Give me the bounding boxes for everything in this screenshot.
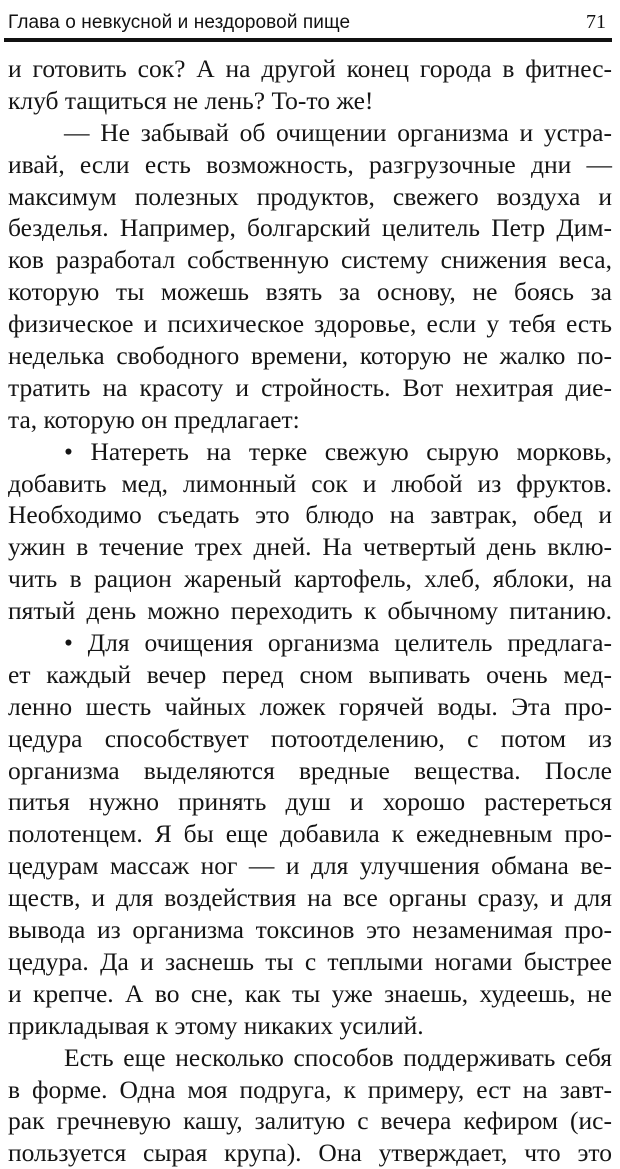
text-line: полотенцем. Я бы еще добавила к ежедневным про- xyxy=(8,819,612,849)
text-line: — Не забывай об очищении организма и устра- xyxy=(64,117,612,147)
text-line: вывода из организма токсинов это незаменимая про- xyxy=(8,915,612,945)
text-line: цедурам массаж ног — и для улучшения обмана ве- xyxy=(8,851,612,881)
text-line: и крепче. А во сне, как ты уже знаешь, худеешь, не xyxy=(8,978,612,1008)
text-line: ков разработал собственную систему снижения веса, xyxy=(8,245,612,275)
chapter-title: Глава о невкусной и нездоровой пище xyxy=(8,12,351,33)
page-number: 71 xyxy=(586,11,606,33)
text-line: в форме. Одна моя подруга, к примеру, ест на завт- xyxy=(8,1074,612,1104)
text-line: безделья. Например, болгарский целитель Петр Дим- xyxy=(8,213,612,243)
text-line: и готовить сок? А на другой конец города в фитнес- xyxy=(8,54,612,83)
text-line: клуб тащиться не лень? То-то же! xyxy=(8,85,374,115)
text-line: ществ, и для воздействия на все органы сразу, и для xyxy=(8,883,612,913)
text-line: та, которую он предлагает: xyxy=(8,404,300,434)
text-line: пользуется сырая крупа). Она утверждает, что это xyxy=(8,1138,612,1168)
text-line: чить в рацион жареный картофель, хлеб, яблоки, на xyxy=(8,564,612,594)
running-header xyxy=(8,0,606,34)
text-line: прикладывая к этому никаких усилий. xyxy=(8,1010,424,1040)
body-text xyxy=(8,53,612,1169)
text-line: • Для очищения организма целитель предлага- xyxy=(64,628,612,658)
text-line: ужин в течение трех дней. На четвертый день вклю- xyxy=(8,532,612,562)
text-line: Есть еще несколько способов поддерживать себя xyxy=(64,1042,612,1072)
text-line: максимум полезных продуктов, свежего воздуха и xyxy=(8,181,612,211)
text-line: рак гречневую кашу, залитую с вечера кефиром (ис- xyxy=(8,1106,612,1136)
text-line: тратить на красоту и стройность. Вот нехитрая дие- xyxy=(8,372,612,402)
text-line: неделька свободного времени, которую не жалко по- xyxy=(8,341,612,371)
text-line: цедура. Да и заснешь ты с теплыми ногами быстрее xyxy=(8,946,612,976)
text-line: пятый день можно переходить к обычному питанию. xyxy=(8,596,612,626)
text-line: Необходимо съедать это блюдо на завтрак, обед и xyxy=(8,500,612,530)
text-line: ленно шесть чайных ложек горячей воды. Эта про- xyxy=(8,691,612,721)
text-line: ет каждый вечер перед сном выпивать очень мед- xyxy=(8,659,612,689)
text-line: физическое и психическое здоровье, если у тебя есть xyxy=(8,309,612,339)
text-line: которую ты можешь взять за основу, не боясь за xyxy=(8,277,612,307)
text-line: питья нужно принять душ и хорошо растереться xyxy=(8,787,612,817)
text-line: • Натереть на терке свежую сырую морковь, xyxy=(64,436,612,466)
text-line: организма выделяются вредные вещества. После xyxy=(8,755,612,785)
header-rule xyxy=(4,38,612,42)
text-line: цедура способствует потоотделению, с потом из xyxy=(8,723,612,753)
text-line: ивай, если есть возможность, разгрузочные дни — xyxy=(8,149,612,179)
text-line: добавить мед, лимонный сок и любой из фруктов. xyxy=(8,468,612,498)
